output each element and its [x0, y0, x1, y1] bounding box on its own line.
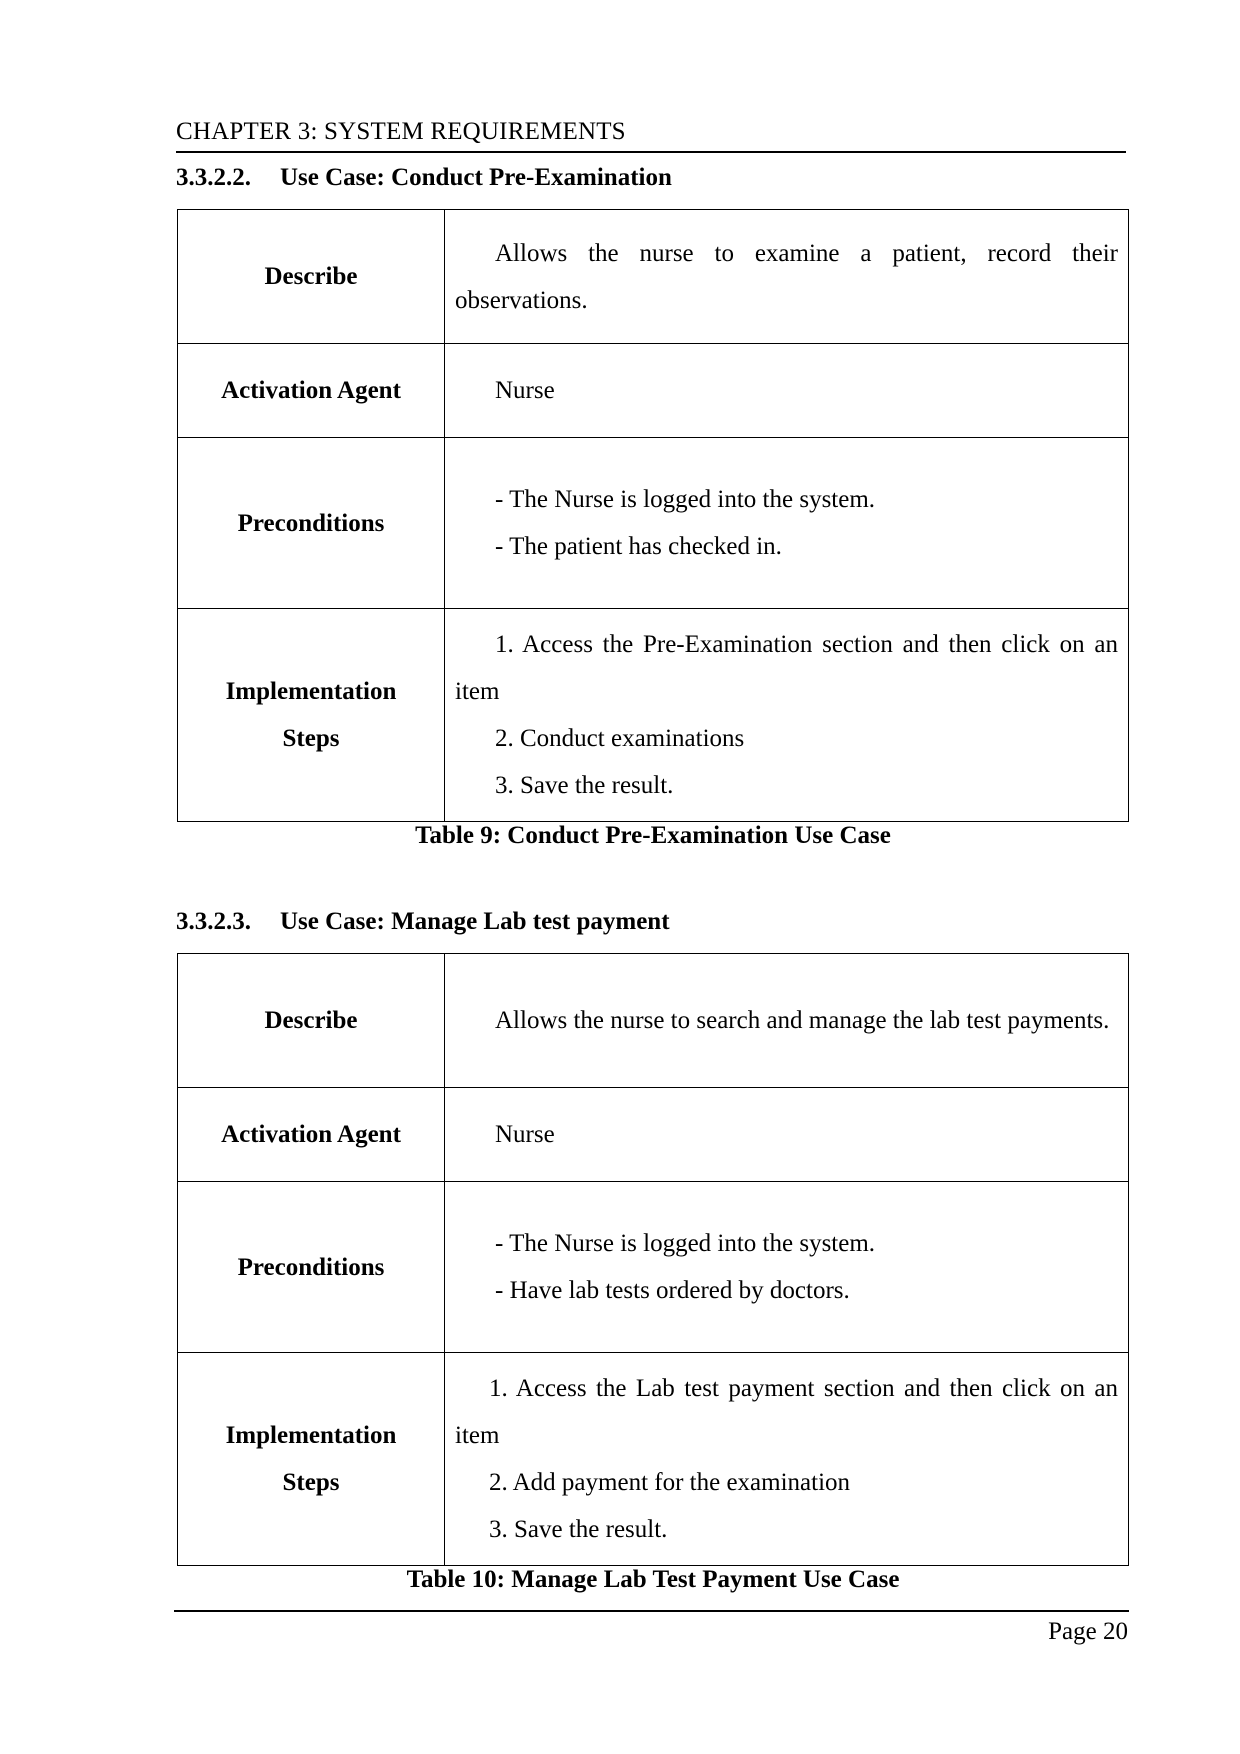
- row-label: Activation Agent: [178, 1088, 445, 1182]
- describe-text: Allows the nurse to search and manage the lab test payments.: [495, 1007, 1110, 1034]
- row-content: [445, 344, 1129, 438]
- row-label: [178, 1353, 445, 1566]
- step-item: 1. Access the Lab test payment section and then click on an item: [455, 1375, 1118, 1449]
- activation-agent-text: Nurse: [495, 1121, 555, 1148]
- table-row-describe: [178, 954, 1129, 1088]
- row-content: [445, 1182, 1129, 1353]
- row-label: [178, 609, 445, 822]
- step-item: 1. Access the Pre-Examination section and then click on an item: [455, 631, 1118, 705]
- step-item: 2. Add payment for the examination: [489, 1469, 851, 1496]
- footer-rule: [174, 1610, 1129, 1612]
- table-caption: Table 9: Conduct Pre-Examination Use Case: [415, 822, 891, 849]
- section-title: Use Case: Manage Lab test payment: [280, 908, 670, 935]
- running-header: CHAPTER 3: SYSTEM REQUIREMENTS: [176, 118, 626, 145]
- row-label: Preconditions: [178, 438, 445, 609]
- precondition-item: - The patient has checked in.: [495, 533, 782, 560]
- table-row-describe: [178, 210, 1129, 344]
- table-row-preconditions: [178, 438, 1129, 609]
- row-content: [445, 609, 1129, 822]
- row-content: [445, 1088, 1129, 1182]
- table-row-implementation-steps: [178, 609, 1129, 822]
- table-row-activation-agent: [178, 1088, 1129, 1182]
- section-heading-conduct-pre-examination: [176, 164, 672, 192]
- row-content: [445, 954, 1129, 1088]
- precondition-item: - The Nurse is logged into the system.: [495, 1230, 876, 1257]
- row-content: [445, 210, 1129, 344]
- step-item: 3. Save the result.: [489, 1516, 668, 1543]
- use-case-table-conduct-pre-examination: [177, 209, 1129, 822]
- activation-agent-text: Nurse: [495, 377, 555, 404]
- row-label: Describe: [178, 210, 445, 344]
- section-number: 3.3.2.3.: [176, 908, 251, 935]
- label-line: Steps: [282, 725, 340, 752]
- use-case-table-manage-lab-test-payment: [177, 953, 1129, 1566]
- row-label: Preconditions: [178, 1182, 445, 1353]
- table-caption: Table 10: Manage Lab Test Payment Use Case: [406, 1566, 900, 1593]
- row-content: [445, 438, 1129, 609]
- table-row-activation-agent: [178, 344, 1129, 438]
- step-item: 3. Save the result.: [495, 772, 674, 799]
- header-rule: [176, 151, 1126, 153]
- section-heading-manage-lab-test-payment: [176, 908, 670, 936]
- table-row-implementation-steps: [178, 1353, 1129, 1566]
- table-row-preconditions: [178, 1182, 1129, 1353]
- label-line: Implementation: [225, 1422, 397, 1449]
- precondition-item: - Have lab tests ordered by doctors.: [495, 1277, 850, 1304]
- precondition-item: - The Nurse is logged into the system.: [495, 486, 876, 513]
- page-number: Page 20: [1048, 1618, 1128, 1645]
- row-label: Describe: [178, 954, 445, 1088]
- section-title: Use Case: Conduct Pre-Examination: [280, 164, 672, 191]
- describe-text: Allows the nurse to examine a patient, record their observations.: [455, 239, 1118, 314]
- section-number: 3.3.2.2.: [176, 164, 251, 191]
- label-line: Steps: [282, 1469, 340, 1496]
- label-line: Implementation: [225, 678, 397, 705]
- row-content: [445, 1353, 1129, 1566]
- step-item: 2. Conduct examinations: [495, 725, 745, 752]
- row-label: Activation Agent: [178, 344, 445, 438]
